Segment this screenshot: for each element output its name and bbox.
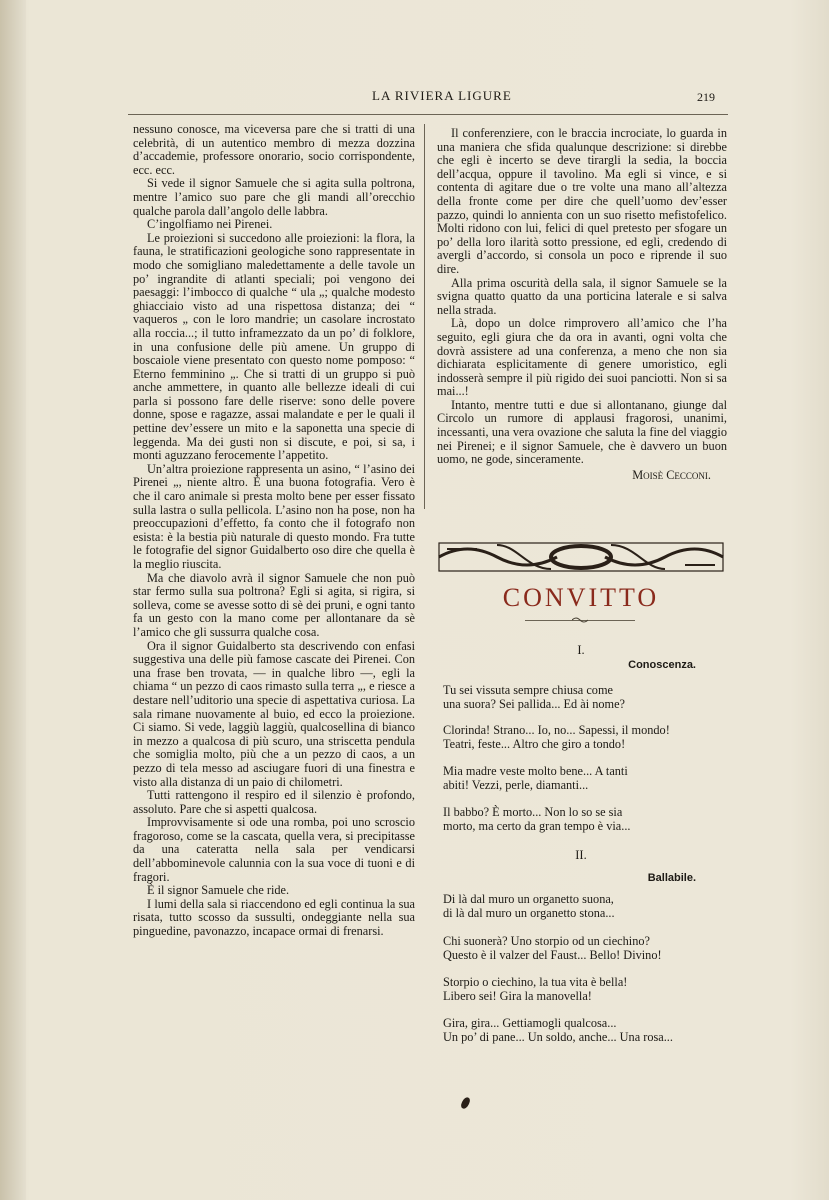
paragraph: Ora il signor Guidalberto sta descrivendo con enfasi suggestiva una delle più famose cascate dei Pirenei. Con una frase ben trovata, — in qualche libro —, egli la chiama “ un pezzo di caos rimasto sulla terra „, e riesce a destare nell’uditorio una specie di aspettativa curiosa. La sala rimane nuovamente al buio, ed ecco la proiezione. Ci siamo. Si vede, laggiù laggiù, qualcosellina di bianco in mezzo a qualcosa di più scuro, una striscetta pendula che somiglia molto, più che a un pezzo di caos, a un pezzo di tela messo ad asciugare fuori di una finestra e visto alla distanza di un paio di chilometri. (133, 638, 415, 789)
stanza (443, 683, 733, 711)
section-number: II. (575, 848, 587, 862)
paragraph: Le proiezioni si succedono alle proiezioni: la flora, la fauna, le stratificazioni geologiche sono rappresentate in modo che somigliano maledettamente a delle tavole un po’ ingrandite di atlanti speciali; poi vengono dei paesaggi: l’imbocco di qualche “ ula „; qualche modesto ghiacciaio visto ad una rispettosa distanza; dei “ vaqueros „ con le loro mandrie; un casolare incrostato alla roccia...; il tutto inframezzato da un po’ di folklore, in una confusione delle più amene. Un gruppo di boscaiole viene presentato con questo nome pomposo: “ Eterno femminino „. Che si tratti di un gruppo si può anche ammettere, in quanto alle bellezze ideali di cui parla si possono fare delle riserve: sono delle povere donne, spose e ragazze, assai malandate e per le quali il pettine dev’essere un mito e la saponetta una specie di leggenda. Ma dei gusti non si discute, e poi, si sa, i monti aguzzano ferocemente l’appetito. (133, 230, 415, 463)
ink-blot (460, 1096, 471, 1110)
stanza (443, 892, 733, 920)
verse-line: Storpio o ciechino, la tua vita è bella! (443, 975, 628, 989)
verse-line: una suora? Sei pallida... Ed ài nome? (443, 697, 626, 711)
paragraph: Tutti rattengono il respiro ed il silenzio è profondo, assoluto. Pare che si aspetti qualcosa. (133, 788, 415, 816)
paragraph: C’ingolfiamo nei Pirenei. (147, 217, 273, 232)
verse-line: Mia madre veste molto bene... A tanti (443, 764, 628, 778)
flourish-icon (572, 616, 588, 624)
section-subtitle: Ballabile. (647, 872, 696, 884)
left-column (133, 123, 415, 939)
stanza (443, 764, 733, 792)
verse-line: Teatri, feste... Altro che giro a tondo! (443, 737, 626, 751)
verse-line: Un po’ di pane... Un soldo, anche... Una rosa... (443, 1030, 673, 1044)
verse-line: Libero sei! Gira la manovella! (443, 989, 592, 1003)
paragraph: Improvvisamente si ode una romba, poi uno scroscio fragoroso, come se la cascata, quella vera, si precipitasse da una cateratta nella sala per vendicarsi dell’abbominevole calunnia con la sua voce di tuoni e di fragori. (133, 815, 415, 884)
section-subtitle: Conoscenza. (628, 659, 696, 671)
stanza (443, 805, 733, 833)
paragraph: Si vede il signor Samuele che si agita sulla poltrona, mentre l’amico suo pare che gli mandi all’orecchio qualche parola dall’angolo delle labbra. (133, 176, 415, 218)
section-number: I. (577, 643, 585, 657)
paragraph: Alla prima oscurità della sala, il signor Samuele se la svigna quatto quatto da una porticina laterale e si salva nella strada. (437, 275, 727, 317)
right-column (437, 127, 727, 482)
running-head: LA RIVIERA LIGURE (372, 88, 512, 103)
verse-line: Tu sei vissuta sempre chiusa come (443, 683, 613, 697)
paragraph: Là, dopo un dolce rimprovero all’amico che l’ha seguito, egli giura che da ora in avanti, ogni volta che dovrà assistere ad una conferenza, a meno che non sia dichiarata esplicitamente di genere umoristico, egli indosserà sempre il più rigido dei suoi panciotti. Non si sa mai...! (437, 316, 727, 399)
paragraph: Il conferenziere, con le braccia incrociate, lo guarda in una maniera che sfida qualunque descrizione: si direbbe che egli è incerto se deve tirargli la sedia, la boccia dell’acqua, oppure il tavolino. Ma egli si vince, e si contenta di agitare due o tre volte una mano all’altezza della fronte come per dire che quell’uomo dev’esser pazzo, quindi lo annienta con un suo risetto mefistofelico. Molti ridono con lui, felici di quel pretesto per sfogare un po’ della loro ilarità sotto pressione, ed egli, credendo di avergli d’accordo, si consola un poco e riprende il suo dire. (437, 126, 727, 276)
column-divider (424, 124, 425, 509)
paragraph: Un’altra proiezione rappresenta un asino, “ l’asino dei Pirenei „, niente altro. È una buona fotografia. Vero è che il caro animale si presta molto bene per esser fissato sulla lastra o sulla pellicola. L’asino non ha pose, non ha preoccupazioni d’effetto, fa conto che il fotografo non esista: è la bestia più naturale di questo mondo. Fra tutte le fotografie del signor Guidalberto oso dire che quella è la meglio riuscita. (133, 461, 415, 571)
stanza (443, 723, 733, 751)
binding-fold (0, 0, 26, 1200)
verse-line: di là dal muro un organetto stona... (443, 906, 615, 920)
verse-line: morto, ma certo da gran tempo è via... (443, 819, 631, 833)
page-number: 219 (697, 90, 715, 104)
stanza (443, 1016, 733, 1044)
paragraph: È il signor Samuele che ride. (147, 883, 290, 898)
paragraph: nessuno conosce, ma viceversa pare che si tratti di una celebrità, di un autentico membro di mezza dozzina d’accademie, professore onorario, socio corrispondente, ecc. ecc. (133, 122, 415, 177)
art-nouveau-ornament-icon (437, 537, 725, 577)
verse-line: Chi suonerà? Uno storpio od un ciechino? (443, 934, 650, 948)
paragraph: Intanto, mentre tutti e due si allontanano, giunge dal Circolo un rumore di applausi fragorosi, unanimi, incessanti, una vera ovazione che saluta la fine del viaggio nei Pirenei; e il signor Samuele, che è davvero un buon uomo, ne gode, sinceramente. (437, 397, 727, 467)
verse-line: Il babbo? È morto... Non lo so se sia (443, 805, 623, 819)
verse-line: abiti! Vezzi, perle, diamanti... (443, 778, 589, 792)
paragraph: I lumi della sala si riaccendono ed egli continua la sua risata, tutto scosso da sussulti, ondeggiante nella sua pinguedine, pavonazzo, incapace ormai di frenarsi. (133, 896, 415, 939)
stanza (443, 975, 733, 1003)
verse-line: Di là dal muro un organetto suona, (443, 892, 614, 906)
paragraph: Ma che diavolo avrà il signor Samuele che non può star fermo sulla sua poltrona? Egli si agita, si rigira, si solleva, come se avesse sotto di sè dei pruni, e ogni tanto fa un gesto con la mano come per allontanare da sè l’amico che gli sussurra qualche cosa. (133, 570, 415, 639)
stanza (443, 934, 733, 962)
verse-line: Gira, gira... Gettiamogli qualcosa... (443, 1016, 617, 1030)
poem-title: CONVITTO (502, 583, 660, 612)
verse-line: Clorinda! Strano... Io, no... Sapessi, il mondo! (443, 723, 670, 737)
verse-line: Questo è il valzer del Faust... Bello! Divino! (443, 948, 662, 962)
author-signature: Moisè Cecconi. (632, 467, 711, 482)
header-rule (128, 114, 728, 115)
